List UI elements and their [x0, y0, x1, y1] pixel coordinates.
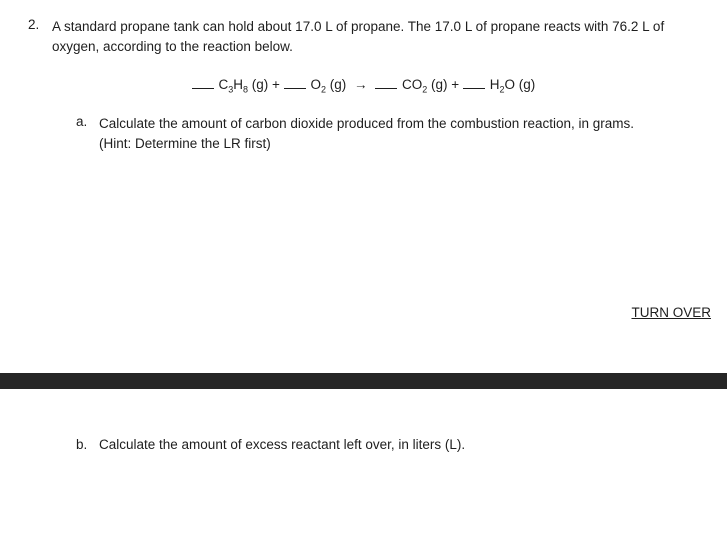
- oxygen-formula: $O_2$ (g): [310, 77, 347, 95]
- water-formula: $H_2O$ (g): [489, 77, 536, 95]
- coefficient-blank[interactable]: [284, 76, 306, 89]
- coefficient-blank[interactable]: [192, 76, 214, 89]
- part-a-hint: (Hint: Determine the LR first): [99, 136, 271, 151]
- question-text: A standard propane tank can hold about 17.0 L of propane. The 17.0 L of propane reacts with 76.2 L of oxygen, according to the reaction below.: [52, 19, 665, 54]
- question-number: 2.: [28, 17, 40, 32]
- part-b-question: Calculate the amount of excess reactant left over, in liters (L).: [99, 437, 466, 452]
- chemical-equation: [0, 76, 727, 95]
- coefficient-blank[interactable]: [463, 76, 485, 89]
- part-b-letter: b.: [76, 437, 88, 452]
- turn-over-link[interactable]: TURN OVER: [631, 305, 711, 320]
- part-a-text: [99, 114, 709, 154]
- propane-formula: $C_3H_8$ (g) +: [218, 77, 280, 95]
- part-a-question: Calculate the amount of carbon dioxide produced from the combustion reaction, in grams.: [99, 116, 635, 131]
- coefficient-blank[interactable]: [375, 76, 397, 89]
- reaction-arrow-icon: →: [354, 77, 368, 92]
- carbon-dioxide-formula: $CO_2$ (g) +: [402, 77, 460, 95]
- part-a-letter: a.: [76, 114, 88, 129]
- page-divider: [0, 373, 727, 389]
